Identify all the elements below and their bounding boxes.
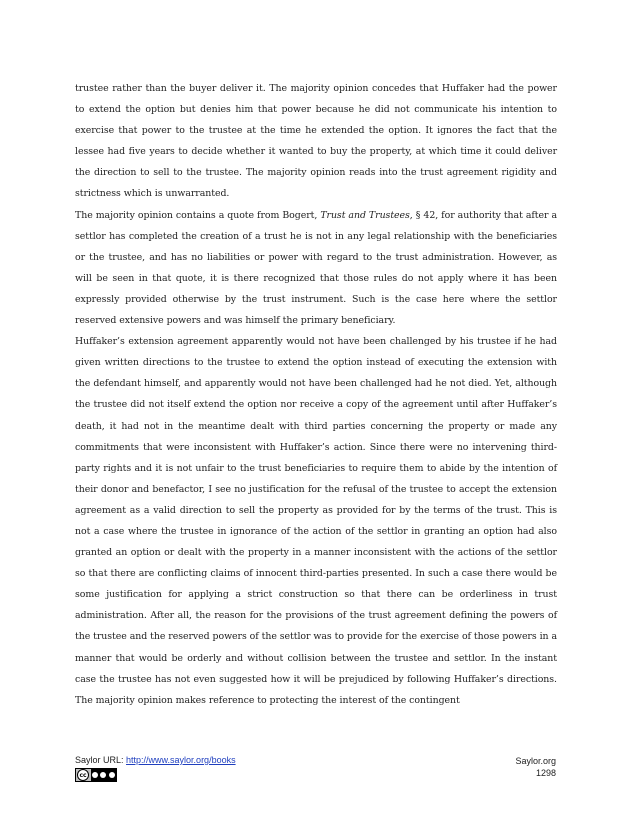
paragraph-3: Huffaker’s extension agreement apparently would not have been challenged by his trustee if he had given written directions to the trustee to extend the option instead of executing the extension with the defendant himself, and apparently would not have been challenged had he not died. Yet, although the trustee did not itself extend the option nor receive a copy of the agreement until after Huffaker’s death, it had not in the meantime dealt with third parties concerning the property or made any commitments that were inconsistent with Huffaker’s action. Since there were no intervening third-party rights and it is not unfair to the trust beneficiaries to require them to abide by the intention of their donor and benefactor, I see no justification for the refusal of the trustee to accept the extension agreement as a valid direction to sell the property as provided for by the terms of the trust. This is not a case where the trustee in ignorance of the action of the settlor in granting an option had also granted an option or dealt with the property in a manner inconsistent with the actions of the settlor so that there are conflicting claims of innocent third-parties presented. In such a case there would be some justification for applying a strict construction so that there can be orderliness in trust administration. After all, the reason for the provisions of the trust agreement defining the powers of the trustee and the reserved powers of the settlor was to provide for the exercise of those powers in a manner that would be orderly and without collision between the trustee and settlor. In the instant case the trustee has not even suggested how it will be prejudiced by following Huffaker’s directions. The majority opinion makes reference to protecting the interest of the contingent xyxy=(75,336,557,706)
body-text xyxy=(75,78,557,711)
footer-source-label: Saylor URL: xyxy=(75,755,127,765)
attribution-icon xyxy=(92,772,98,778)
paragraph-2-after: , § 42, for authority that after a settlor has completed the creation of a trust he is not in any legal relationship with the beneficiaries or the trustee, and has no liabilities or power with regard to the trust administration. However, as will be seen in that quote, it is there recognized that those rules do not apply where it has been expressly provided otherwise by the trust instrument. Such is the case here where the settlor reserved extensive powers and was himself the primary beneficiary. xyxy=(75,209,557,327)
license-terms-icons xyxy=(91,769,116,781)
footer-publisher: Saylor.org xyxy=(515,756,556,766)
creative-commons-license-icon[interactable] xyxy=(75,768,117,782)
noncommercial-icon xyxy=(100,772,106,778)
footer-publisher-block xyxy=(515,755,556,779)
footer-source xyxy=(75,755,236,765)
paragraph-2-before: The majority opinion contains a quote from Bogert, xyxy=(75,209,321,221)
page-number: 1298 xyxy=(535,768,556,778)
citation-title: Trust and Trustees xyxy=(320,209,410,221)
cc-logo-icon: cc xyxy=(77,769,89,781)
share-alike-icon xyxy=(109,772,115,778)
paragraph-1: trustee rather than the buyer deliver it. The majority opinion concedes that Huffaker had the power to extend the option but denies him that power because he did not communicate his intention to exercise that power to the trustee at the time he extended the option. It ignores the fact that the lessee had five years to decide whether it wanted to buy the property, at which time it could deliver the direction to sell to the trustee. The majority opinion reads into the trust agreement rigidity and strictness which is unwarranted. xyxy=(75,83,557,200)
paragraph-2 xyxy=(75,205,557,332)
footer-source-link[interactable]: http://www.saylor.org/books xyxy=(126,755,236,765)
